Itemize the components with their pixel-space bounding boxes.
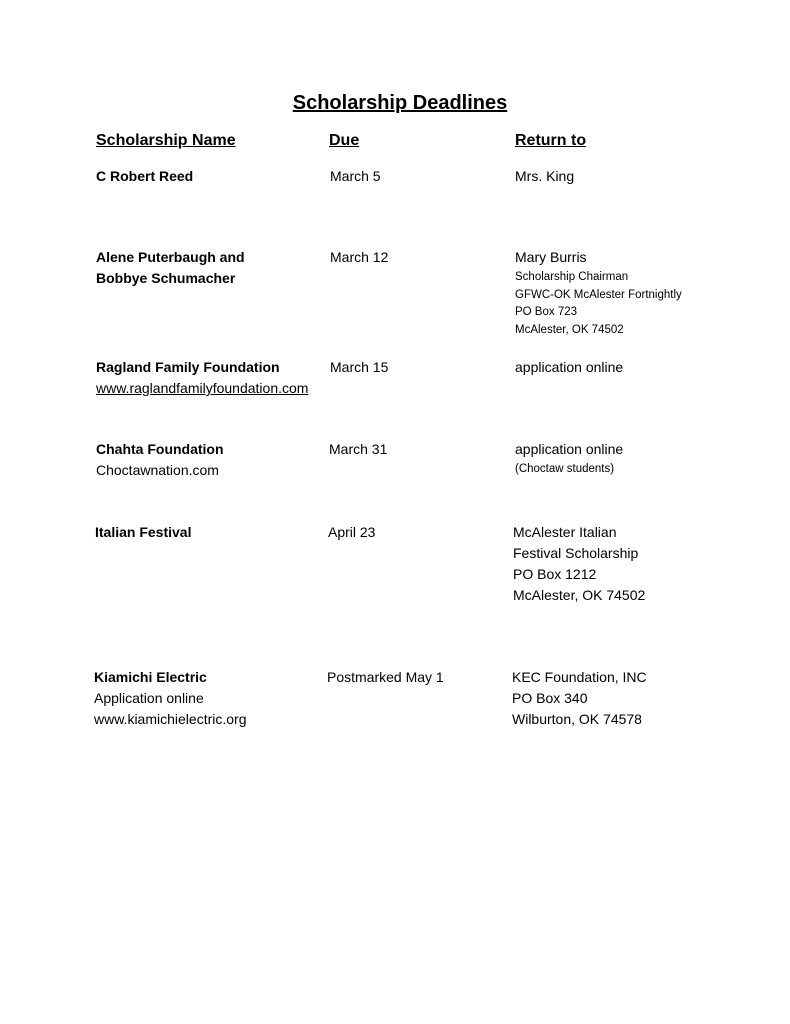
scholarship-name-line: Kiamichi Electric (94, 669, 207, 685)
due-date: March 31 (329, 441, 388, 457)
scholarship-name: Italian Festival (95, 524, 192, 540)
ragland-website-link[interactable]: www.raglandfamilyfoundation.com (96, 380, 309, 396)
due-date: March 15 (330, 359, 389, 375)
return-line: PO Box 1212 (513, 566, 597, 582)
return-to: application online (515, 359, 624, 375)
scholarship-detail: Application online (94, 690, 204, 706)
return-line: McAlester Italian (513, 524, 617, 540)
due-date: March 5 (330, 168, 381, 184)
return-line: GFWC-OK McAlester Fortnightly (515, 288, 682, 301)
return-line: McAlester, OK 74502 (513, 587, 646, 603)
due-date: March 12 (330, 249, 389, 265)
return-line: Wilburton, OK 74578 (512, 711, 642, 727)
return-to (512, 667, 647, 730)
return-to: Mrs. King (515, 168, 575, 184)
return-line: Scholarship Chairman (515, 271, 629, 283)
return-to (515, 247, 682, 339)
due-date: Postmarked May 1 (327, 669, 444, 685)
return-line: KEC Foundation, INC (512, 669, 647, 685)
return-to (513, 522, 645, 606)
scholarship-name-line: Ragland Family Foundation (96, 359, 280, 375)
scholarship-name-line: Chahta Foundation (96, 441, 224, 457)
return-line: PO Box 340 (512, 690, 588, 706)
kiamichi-website: www.kiamichielectric.org (94, 711, 247, 727)
scholarship-name: C Robert Reed (96, 168, 194, 184)
scholarship-name-line: Bobbye Schumacher (96, 270, 236, 286)
return-line: (Choctaw students) (515, 463, 615, 475)
due-date: April 23 (328, 524, 376, 540)
return-line: Festival Scholarship (513, 545, 639, 561)
header-due: Due (329, 132, 360, 149)
return-line: PO Box 723 (515, 306, 578, 318)
header-scholarship-name: Scholarship Name (96, 132, 236, 149)
scholarship-name (96, 439, 224, 481)
scholarship-name (94, 667, 246, 730)
scholarship-name-line: Alene Puterbaugh and (96, 249, 245, 265)
return-to (515, 439, 623, 479)
return-line: Mary Burris (515, 249, 587, 265)
scholarship-site: Choctawnation.com (96, 462, 219, 478)
header-return-to: Return to (515, 132, 587, 149)
page-title: Scholarship Deadlines (292, 92, 508, 114)
return-line: McAlester, OK 74502 (515, 323, 624, 336)
return-line: application online (515, 441, 624, 457)
scholarship-name (96, 357, 308, 399)
scholarship-name (96, 247, 245, 289)
